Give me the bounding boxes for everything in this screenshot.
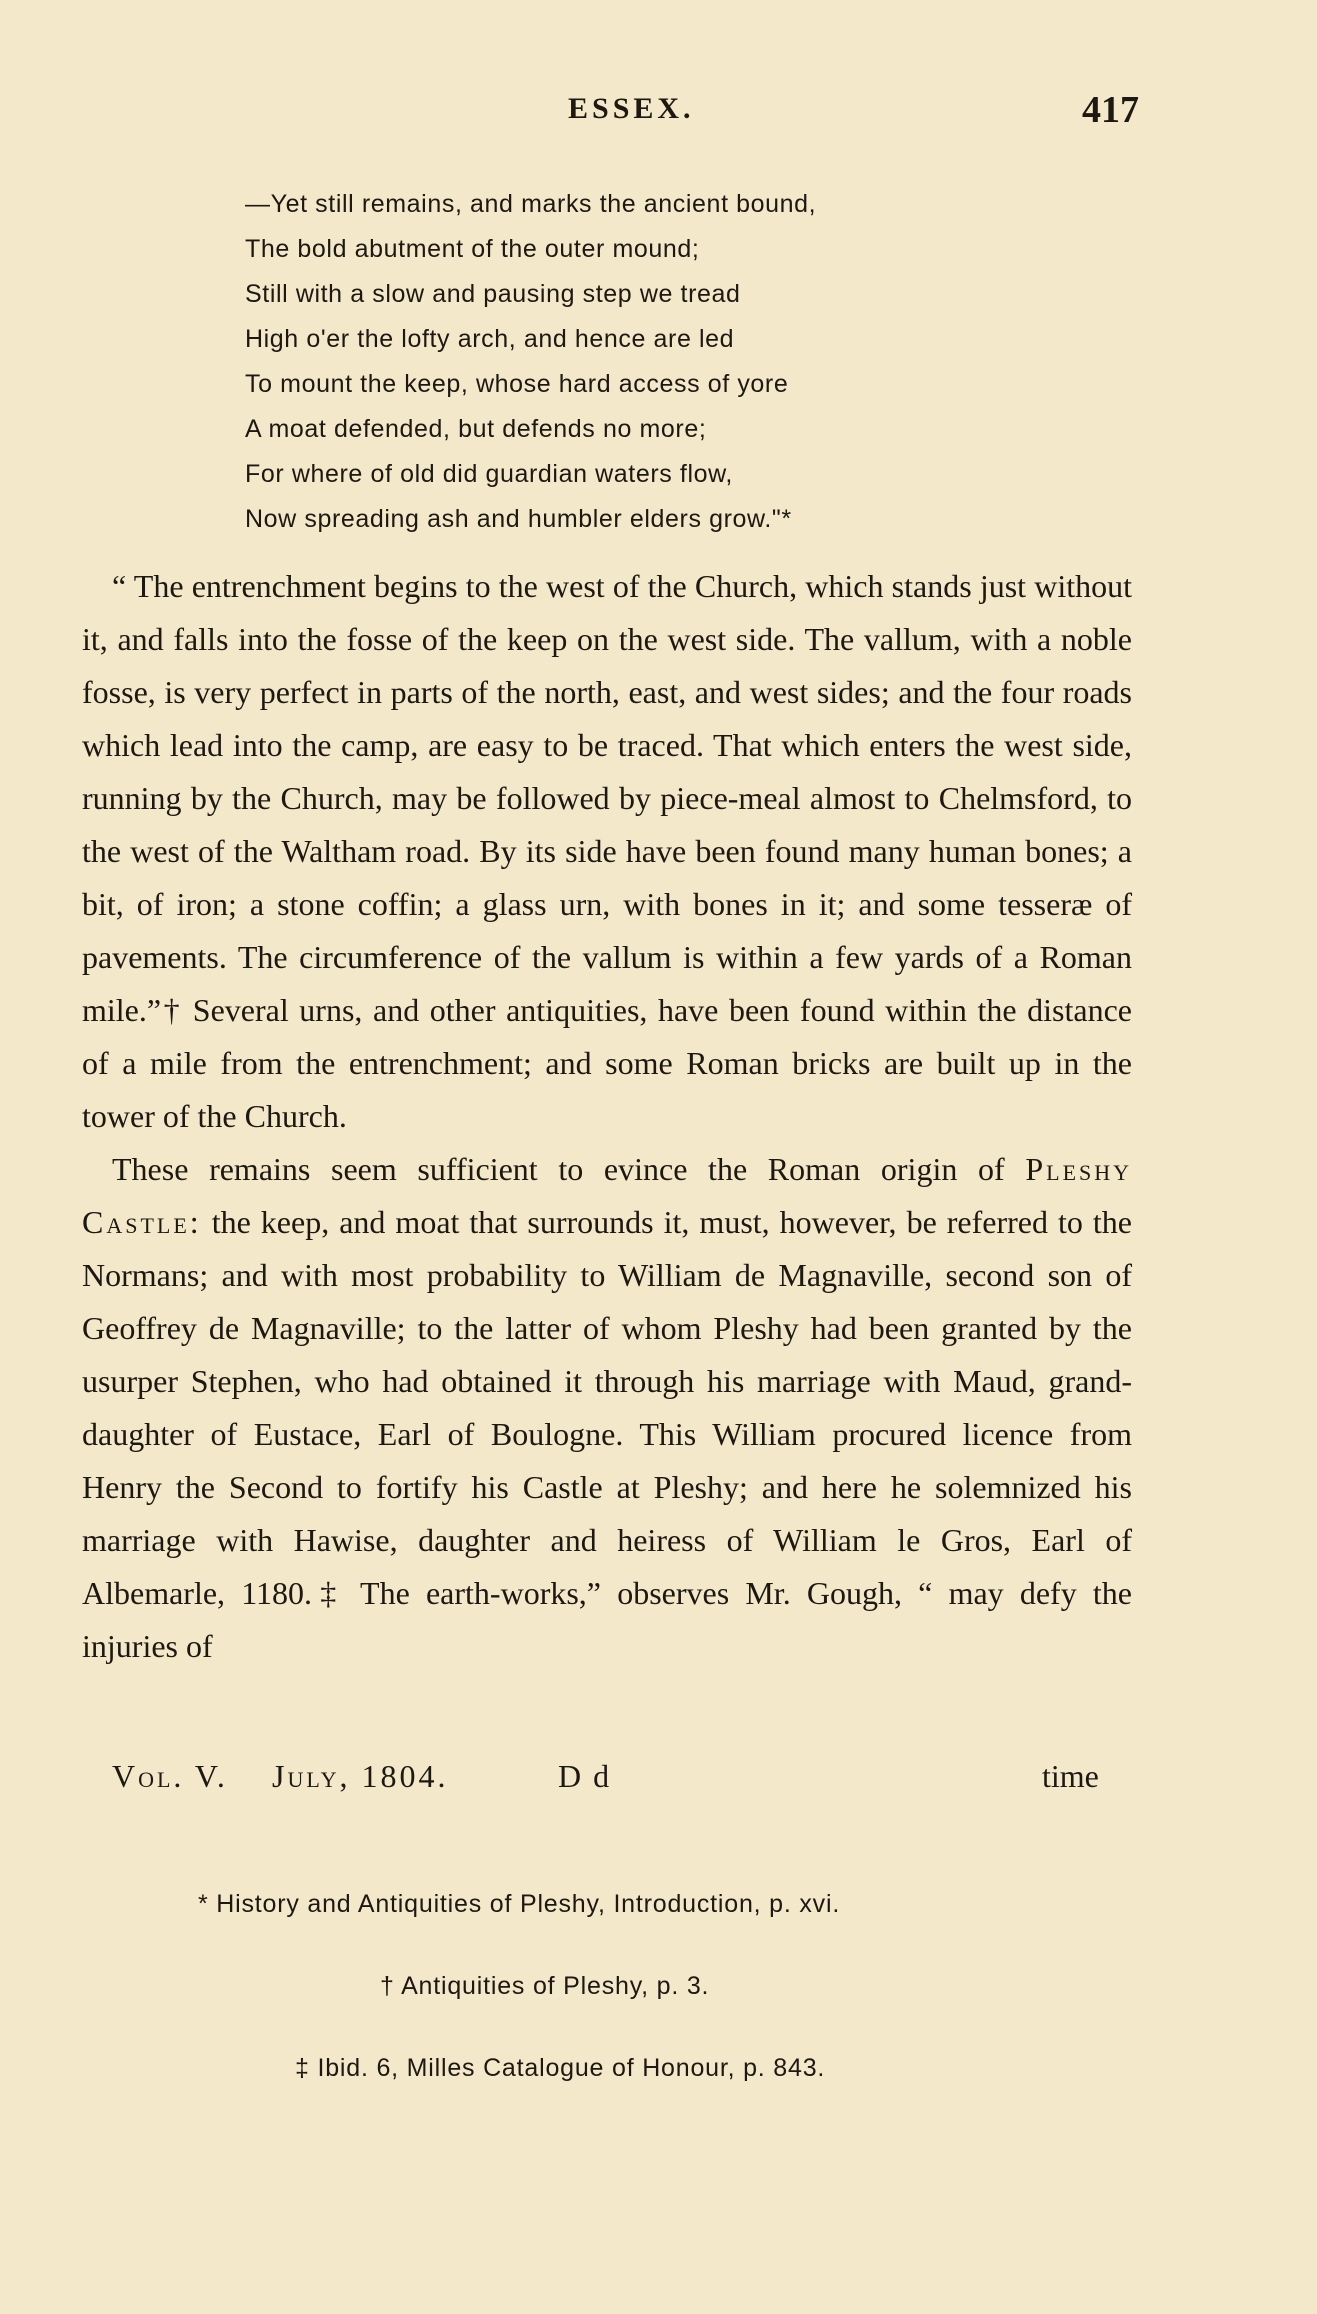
paragraph-entrenchment: “ The entrenchment begins to the west of the Church, which stands just without it, and falls into the fosse of the keep on the west side. The vallum, with a noble fosse, is very perfect in parts of the north, east, and west sides; and the four roads which lead into the camp, are easy to be traced. That which enters the west side, running by the Church, may be followed by piece-meal almost to Chelmsford, to the west of the Waltham road. By its side have been found many human bones; a bit, of iron; a stone coffin; a glass urn, with bones in it; and some tesseræ of pavements. The circumference of the vallum is within a few yards of a Roman mile.”† Several urns, and other antiquities, have been found within the distance of a mile from the entrenchment; and some Roman bricks are built up in the tower of the Church.	[82, 568, 1132, 1134]
pleshy-castle-term: Pleshy Castle:	[82, 1151, 1133, 1240]
footnote: ‡ Ibid. 6, Milles Catalogue of Honour, p. 843.	[295, 2054, 826, 2082]
verse-line: Still with a slow and pausing step we tread	[245, 280, 741, 308]
paragraph-pleshy-castle	[82, 1143, 1132, 1673]
verse-line: High o'er the lofty arch, and hence are led	[245, 325, 735, 353]
verse-line: A moat defended, but defends no more;	[245, 415, 707, 443]
verse-line: The bold abutment of the outer mound;	[245, 235, 700, 263]
signature-line	[112, 1758, 1112, 1808]
footnote: * History and Antiquities of Pleshy, Introduction, p. xvi.	[198, 1890, 841, 1918]
page-header	[0, 89, 1317, 142]
catchword: time	[1042, 1758, 1099, 1794]
signature-mark: D d	[558, 1758, 612, 1794]
running-title: ESSEX.	[568, 92, 695, 125]
paragraph-rest: the keep, and moat that surrounds it, must, however, be referred to the Normans; and with most probability to William de Magnaville, second son of Geoffrey de Magnaville; to the latter of whom Pleshy had been granted by the usurper Stephen, who had obtained it through his marriage with Maud, grand-daughter of Eustace, Earl of Boulogne. This William procured licence from Henry the Second to fortify his Castle at Pleshy; and here he solemnized his marriage with Hawise, daughter and heiress of William le Gros, Earl of Albemarle, 1180.‡ The earth-works,” observes Mr. Gough, “ may defy the injuries of	[82, 1204, 1133, 1664]
verse-line: —Yet still remains, and marks the ancient bound,	[245, 190, 817, 218]
verse-line: To mount the keep, whose hard access of yore	[245, 370, 789, 398]
verse-quotation	[245, 182, 1145, 542]
verse-line: Now spreading ash and humbler elders grow."*	[245, 505, 792, 533]
page-number: 417	[1082, 89, 1139, 131]
footnote: † Antiquities of Pleshy, p. 3.	[380, 1972, 710, 2000]
verse-line: For where of old did guardian waters flow,	[245, 460, 733, 488]
body-text	[82, 560, 1132, 1673]
volume-label: Vol. V.	[112, 1758, 228, 1794]
issue-date: July, 1804.	[272, 1758, 449, 1794]
paragraph-lead: These remains seem sufficient to evince the Roman origin of	[112, 1151, 1005, 1187]
